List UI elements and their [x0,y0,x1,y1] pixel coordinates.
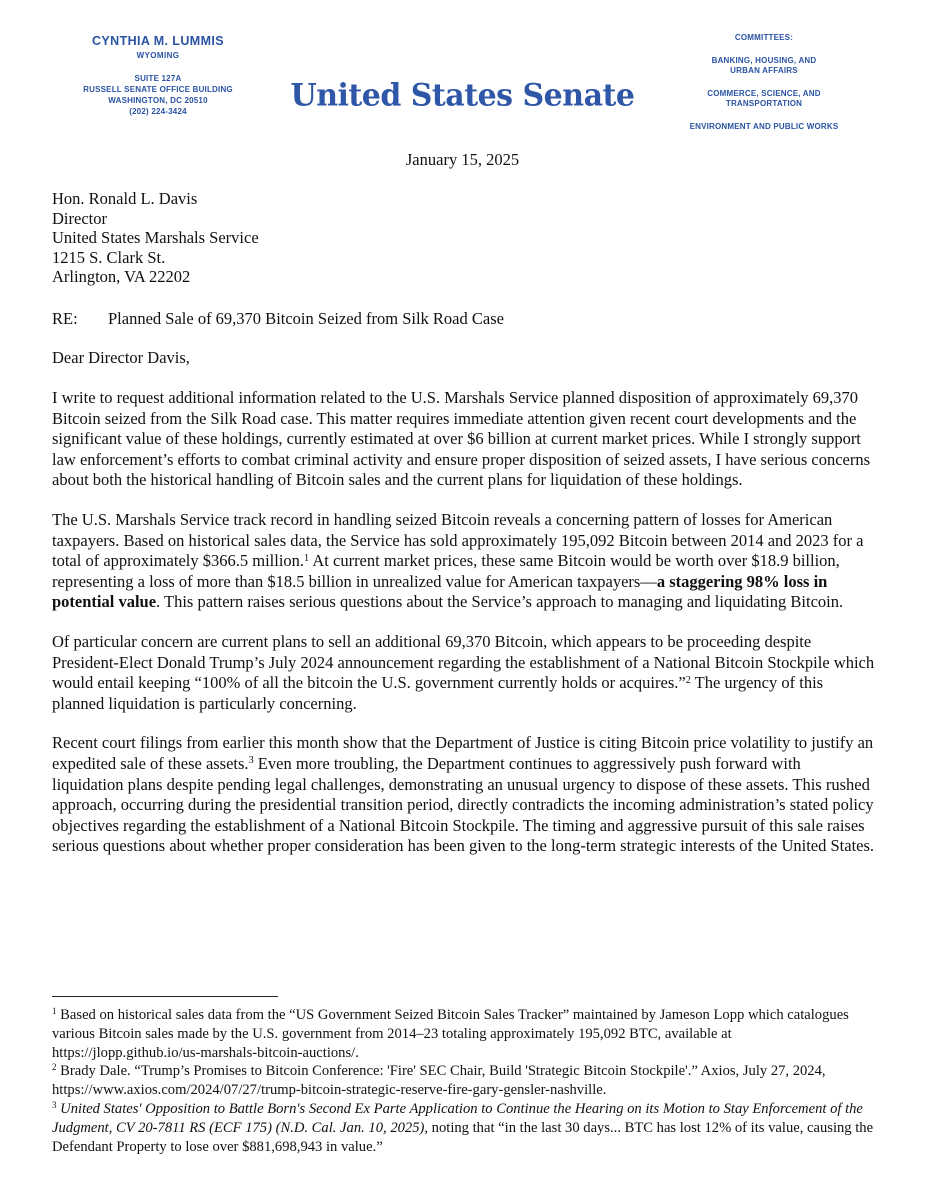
re-subject: Planned Sale of 69,370 Bitcoin Seized from Silk Road Case [108,309,504,328]
footnotes-section [52,996,875,1156]
recipient-address-block [52,189,259,287]
body-paragraph-run: I write to request additional information related to the U.S. Marshals Service planned disposition of approximately 69,370 Bitcoin seized from the Silk Road case. This matter requires immediate attention given recent court developments and the significant value of these holdings, currently estimated at over $6 billion at current market prices. While I strongly support law enforcement’s efforts to combat criminal activity and ensure proper disposition of seized assets, I have serious concerns about both the historical handling of Bitcoin sales and the current plans for liquidation of these holdings. [52,388,871,490]
committee-item-line: ENVIRONMENT AND PUBLIC WORKS [689,122,839,131]
body-paragraph-run: Of particular concern are current plans to sell an additional 69,370 Bitcoin, which appears to be proceeding despite President-Elect Donald Trump’s July 2024 announcement regarding the establishment of a National Bitcoin Stockpile which would entail keeping “100% of all the bitcoin the U.S. government currently holds or acquires.” [52,631,875,693]
recipient-address-line: United States Marshals Service [52,228,259,248]
committee-item [648,56,880,76]
committee-item-line: BANKING, HOUSING, AND [711,56,817,65]
senator-state: WYOMING [136,51,180,60]
body-paragraph [52,510,875,613]
committee-item-line: COMMERCE, SCIENCE, AND [707,89,821,98]
body-paragraph [52,733,875,857]
subject-line [52,309,504,329]
senator-address-line: WASHINGTON, DC 20510 [108,96,208,105]
recipient-address-line: 1215 S. Clark St. [52,247,166,267]
body-paragraph-run: . This pattern raises serious questions about the Service’s approach to managing and liquidating Bitcoin. [156,592,844,612]
committee-item [648,122,880,132]
footnote [52,1006,875,1062]
committees-heading: COMMITTEES: [734,33,794,42]
letter-date: January 15, 2025 [405,150,520,169]
senator-name: CYNTHIA M. LUMMIS [91,34,225,48]
footnote [52,1062,875,1100]
footnote-run: 1 [52,1006,57,1017]
senator-address-line: RUSSELL SENATE OFFICE BUILDING [83,85,233,94]
body-paragraph-run: 2 [685,674,691,686]
body-paragraph-run: a staggering 98% loss in potential value [52,571,828,612]
body-paragraph-run: At current market prices, these same Bitcoin would be worth over $18.9 billion, representing a loss of more than $18.5 billion in unrealized value for American taxpayers— [52,551,840,591]
footnote-run: 3 [52,1100,57,1111]
footnote-run: 2 [52,1062,57,1073]
recipient-address-line: Arlington, VA 22202 [52,267,191,287]
re-label: RE: [52,309,78,328]
salutation: Dear Director Davis, [52,348,190,367]
body-paragraph [52,388,875,491]
footnote-separator [52,996,278,997]
body-paragraph-run: Even more troubling, the Department continues to aggressively push forward with liquidation plans despite pending legal challenges, demonstrating an unusual urgency to dispose of these assets. This rushed approach, occurring during the presidential transition period, directly contradicts the incoming administration’s stated policy objectives regarding the establishment of a National Bitcoin Stockpile. The timing and aggressive pursuit of this sale raises serious questions about whether proper consideration has been given to the long-term strategic interests of the United States. [52,753,875,856]
senator-address-line: SUITE 127A [134,74,182,83]
footnotes-list [52,1006,875,1156]
committee-item [648,89,880,109]
body-paragraph-run: Recent court filings from earlier this month show that the Department of Justice is citing Bitcoin price volatility to justify an expedited sale of these assets. [52,733,874,773]
committee-item-line: URBAN AFFAIRS [730,66,798,75]
footnote-run: Brady Dale. “Trump’s Promises to Bitcoin Conference: 'Fire' SEC Chair, Build 'Strategic Bitcoin Stockpile'.” Axios, July 27, 2024, https://www.axios.com/2024/07/27/trump-bitcoin-strategic-reserve-fire-gary-gensler-nashville. [52,1063,826,1099]
footnote-run: noting that “in the last 30 days... BTC has lost 12% of its value, causing the Defendant Property to lose over $881,698,943 in value.” [52,1119,874,1155]
recipient-address-line: Director [52,208,107,228]
footnote-run: United States' Opposition to Battle Born's Second Ex Parte Application to Continue the Hearing on its Motion to Stay Enforcement of the Judgment, CV 20-7811 RS (ECF 175) (N.D. Cal. Jan. 10, 2025), [52,1100,863,1136]
senate-wordmark: United States Senate [290,77,635,114]
recipient-address-line: Hon. Ronald L. Davis [52,189,198,208]
committee-item-line: TRANSPORTATION [725,99,803,108]
committees-list [648,56,880,132]
body-paragraph-run: 1 [304,552,310,564]
body-paragraph-run: 3 [248,755,254,767]
body-paragraph [52,632,875,714]
senator-address-line: (202) 224-3424 [129,107,187,116]
body-paragraph-run: The U.S. Marshals Service track record in handling seized Bitcoin reveals a concerning pattern of losses for American taxpayers. Based on historical sales data, the Service has sold approximately 195,092 Bitcoin between 2014 and 2023 for a total of approximately $366.5 million. [52,509,864,571]
committees-block [648,33,880,132]
letter-body [52,388,875,876]
body-paragraph-run: The urgency of this planned liquidation is particularly concerning. [52,673,824,713]
footnote-run: Based on historical sales data from the “US Government Seized Bitcoin Sales Tracker” maintained by Jameson Lopp which catalogues various Bitcoin sales made by the U.S. government from 2014–23 totaling approximately 195,092 BTC, available at https://jlopp.github.io/us-marshals-bitcoin-auctions/. [52,1007,849,1061]
footnote [52,1100,875,1156]
